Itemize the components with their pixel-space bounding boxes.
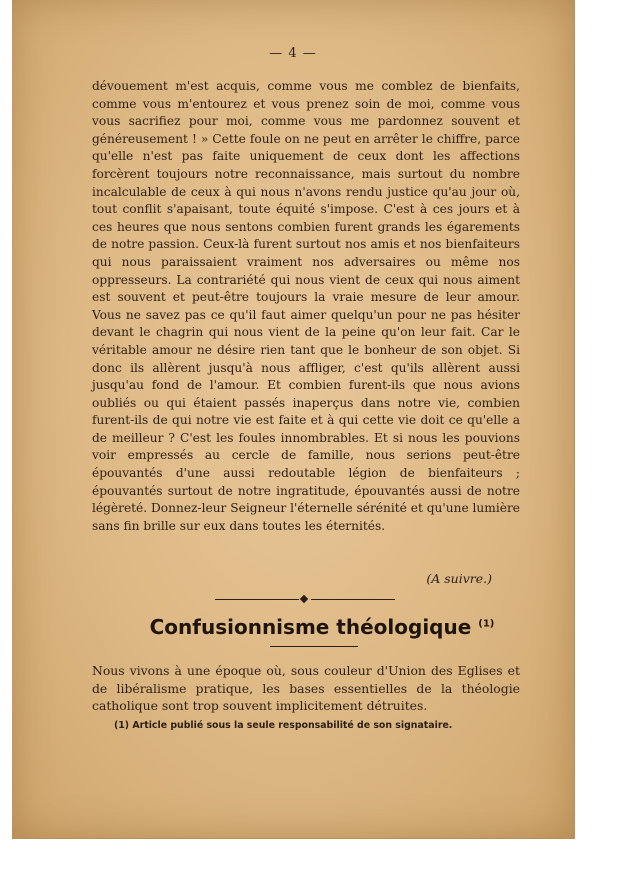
- section-title: [122, 615, 522, 639]
- divider-line-left: [215, 599, 299, 600]
- divider-diamond-icon: [300, 595, 308, 603]
- divider-line-right: [311, 599, 395, 600]
- footnote-marker: (1): [478, 618, 495, 630]
- body-paragraph: dévouement m'est acquis, comme vous me comblez de bienfaits, comme vous m'entourez et vous prenez soin de moi, comme vous vous sacrifiez pour moi, comme vous me pardonnez souvent et généreusement ! » Cette foule on ne peut en arrêter le chiffre, parce qu'elle n'est pas faite uniquement de ceux dont les affections forcèrent toujours notre reconnaissance, mais surtout du nombre incalculable de ceux à qui nous n'avons rendu justice qu'au jour où, tout conflit s'apaisant, toute équité s'impose. C'est à ces jours et à ces heures que nous sentons combien furent grands les égarements de notre passion. Ceux-là furent surtout nos amis et nos bienfaiteurs qui nous paraissaient vraiment nos adversaires ou même nos oppresseurs. La contrariété qui nous vient de ceux qui nous aiment est souvent et peut-être toujours la vraie mesure de leur amour. Vous ne savez pas ce qu'il faut aimer quelqu'un pour ne pas hésiter devant le chagrin qui nous vient de la peine qu'on leur fait. Car le véritable amour ne désire rien tant que le bonheur de son objet. Si donc ils allèrent jusqu'à nous affliger, c'est qu'ils allèrent aussi jusqu'au fond de l'amour. Et combien furent-ils que nous avions oubliés ou qui étaient passés inaperçus dans notre vie, combien furent-ils de qui notre vie est faite et à qui cette vie doit ce qu'elle a de meilleur ? C'est les foules innombrables. Et si nous les pouvions voir empressés au cercle de famille, nous serions peut-être épouvantés d'une aussi redoutable légion de bienfaiteurs ; épouvantés surtout de notre ingratitude, épouvantés aussi de notre légèreté. Donnez-leur Seigneur l'éternelle sérénité et qu'une lumière sans fin brille sur eux dans toutes les éternités.: [92, 79, 520, 533]
- section-divider: [215, 597, 395, 603]
- title-underline: [270, 646, 358, 647]
- footnote: (1) Article publié sous la seule responsabilité de son signataire.: [114, 720, 453, 731]
- section-title-text: Confusionnisme théologique: [149, 615, 472, 639]
- to-be-continued-note: (A suivre.): [426, 571, 492, 586]
- document-page: [12, 0, 575, 839]
- page-number: — 4 —: [269, 46, 317, 61]
- intro-paragraph: Nous vivons à une époque où, sous couleur d'Union des Eglises et de libéralisme pratique, les bases essentielles de la théologie catholique sont trop souvent implicitement détruites.: [92, 663, 520, 713]
